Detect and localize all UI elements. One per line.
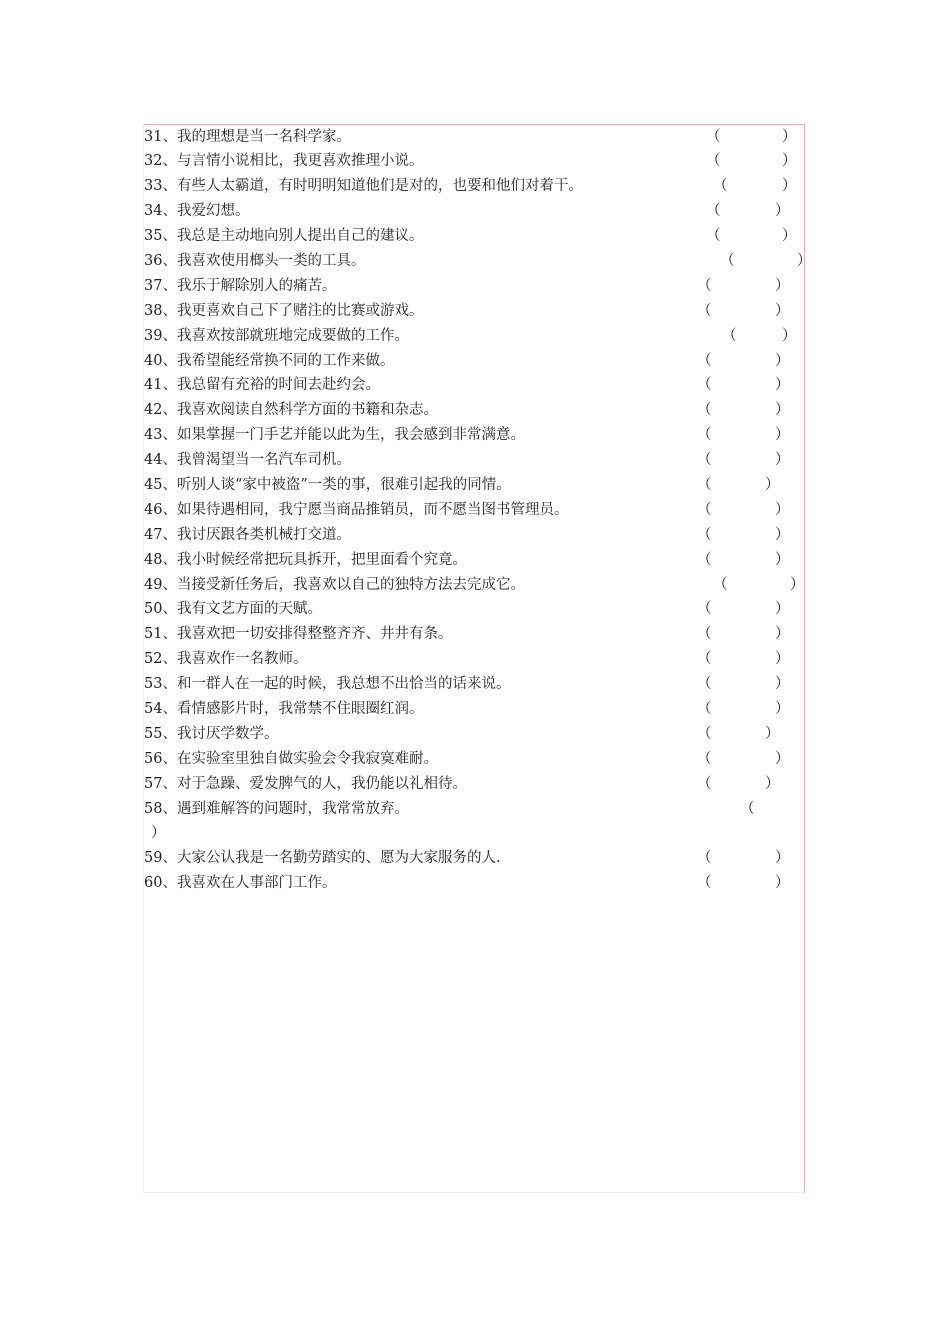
answer-open-paren[interactable]: （ bbox=[697, 850, 712, 866]
answer-open-paren[interactable]: （ bbox=[706, 228, 721, 244]
question-text: 53、和一群人在一起的时候，我总想不出恰当的话来说。 bbox=[144, 676, 511, 692]
answer-close-paren[interactable]: ） bbox=[775, 850, 790, 866]
answer-open-paren[interactable]: （ bbox=[697, 303, 712, 319]
answer-open-paren[interactable]: （ bbox=[697, 552, 712, 568]
answer-close-paren[interactable]: ） bbox=[782, 129, 797, 145]
answer-open-paren[interactable]: （ bbox=[706, 203, 721, 219]
answer-close-paren[interactable]: ） bbox=[775, 402, 790, 418]
question-text: 38、我更喜欢自己下了赌注的比赛或游戏。 bbox=[144, 303, 424, 319]
question-text: 56、在实验室里独自做实验会令我寂寞难耐。 bbox=[144, 751, 438, 767]
answer-close-paren[interactable]: ） bbox=[782, 178, 797, 194]
answer-open-paren[interactable]: （ bbox=[697, 626, 712, 642]
answer-close-paren[interactable]: ） bbox=[775, 651, 790, 667]
question-text: 33、有些人太霸道，有时明明知道他们是对的，也要和他们对着干。 bbox=[144, 178, 583, 194]
answer-close-paren[interactable]: ） bbox=[775, 203, 790, 219]
answer-open-paren[interactable]: （ bbox=[697, 353, 712, 369]
answer-close-paren[interactable]: ） bbox=[775, 701, 790, 717]
answer-close-paren[interactable]: ） bbox=[775, 377, 790, 393]
answer-open-paren[interactable]: （ bbox=[722, 328, 737, 344]
answer-close-paren[interactable]: ） bbox=[765, 477, 780, 493]
answer-close-paren[interactable]: ） bbox=[775, 751, 790, 767]
answer-open-paren[interactable]: （ bbox=[713, 577, 728, 593]
question-text: 47、我讨厌跟各类机械打交道。 bbox=[144, 527, 351, 543]
answer-close-paren[interactable]: ） bbox=[775, 427, 790, 443]
question-text: 40、我希望能经常换不同的工作来做。 bbox=[144, 353, 395, 369]
answer-close-paren[interactable]: ） bbox=[797, 253, 812, 269]
answer-close-paren[interactable]: ） bbox=[775, 278, 790, 294]
answer-open-paren[interactable]: （ bbox=[740, 801, 755, 817]
answer-open-paren[interactable]: （ bbox=[706, 129, 721, 145]
question-text: 54、看情感影片时，我常禁不住眼圈红润。 bbox=[144, 701, 424, 717]
answer-open-paren[interactable]: （ bbox=[697, 875, 712, 891]
answer-open-paren[interactable]: （ bbox=[697, 726, 712, 742]
answer-close-paren[interactable]: ） bbox=[775, 353, 790, 369]
question-text: 48、我小时候经常把玩具拆开，把里面看个究竟。 bbox=[144, 552, 467, 568]
answer-open-paren[interactable]: （ bbox=[713, 178, 728, 194]
answer-close-paren[interactable]: ） bbox=[775, 875, 790, 891]
question-text: 45、听别人谈“家中被盗”一类的事，很难引起我的同情。 bbox=[144, 477, 511, 493]
question-text: 43、如果掌握一门手艺并能以此为生，我会感到非常满意。 bbox=[144, 427, 525, 443]
answer-open-paren[interactable]: （ bbox=[697, 651, 712, 667]
answer-open-paren[interactable]: （ bbox=[697, 701, 712, 717]
question-text: 44、我曾渴望当一名汽车司机。 bbox=[144, 452, 351, 468]
answer-open-paren[interactable]: （ bbox=[697, 502, 712, 518]
answer-close-paren[interactable]: ） bbox=[775, 676, 790, 692]
question-text: 60、我喜欢在人事部门工作。 bbox=[144, 875, 337, 891]
question-text: 57、对于急躁、爱发脾气的人，我仍能以礼相待。 bbox=[144, 776, 467, 792]
answer-close-paren[interactable]: ） bbox=[775, 452, 790, 468]
answer-open-paren[interactable]: （ bbox=[697, 676, 712, 692]
question-text: 52、我喜欢作一名教师。 bbox=[144, 651, 308, 667]
question-text: 37、我乐于解除别人的痛苦。 bbox=[144, 278, 337, 294]
question-text: 35、我总是主动地向别人提出自己的建议。 bbox=[144, 228, 424, 244]
answer-close-paren[interactable]: ） bbox=[790, 577, 805, 593]
answer-close-paren[interactable]: ） bbox=[765, 776, 780, 792]
question-text: 42、我喜欢阅读自然科学方面的书籍和杂志。 bbox=[144, 402, 438, 418]
answer-open-paren[interactable]: （ bbox=[697, 477, 712, 493]
question-text: 55、我讨厌学数学。 bbox=[144, 726, 279, 742]
answer-close-paren[interactable]: ） bbox=[765, 726, 780, 742]
answer-open-paren[interactable]: （ bbox=[697, 452, 712, 468]
question-text: 36、我喜欢使用榔头一类的工具。 bbox=[144, 253, 366, 269]
question-text: 39、我喜欢按部就班地完成要做的工作。 bbox=[144, 328, 409, 344]
question-text: 49、当接受新任务后，我喜欢以自己的独特方法去完成它。 bbox=[144, 577, 525, 593]
answer-close-paren[interactable]: ） bbox=[775, 303, 790, 319]
answer-close-paren[interactable]: ） bbox=[782, 153, 797, 169]
question-text: 34、我爱幻想。 bbox=[144, 203, 250, 219]
answer-close-paren[interactable]: ） bbox=[775, 626, 790, 642]
answer-close-paren[interactable]: ） bbox=[782, 228, 797, 244]
question-text: 32、与言情小说相比，我更喜欢推理小说。 bbox=[144, 153, 424, 169]
answer-open-paren[interactable]: （ bbox=[720, 253, 735, 269]
answer-open-paren[interactable]: （ bbox=[697, 601, 712, 617]
answer-open-paren[interactable]: （ bbox=[697, 427, 712, 443]
answer-close-paren[interactable]: ） bbox=[775, 552, 790, 568]
answer-open-paren[interactable]: （ bbox=[697, 402, 712, 418]
answer-close-paren[interactable]: ） bbox=[775, 502, 790, 518]
answer-open-paren[interactable]: （ bbox=[706, 153, 721, 169]
answer-open-paren[interactable]: （ bbox=[697, 751, 712, 767]
question-text: 31、我的理想是当一名科学家。 bbox=[144, 129, 351, 145]
question-text: 51、我喜欢把一切安排得整整齐齐、井井有条。 bbox=[144, 626, 453, 642]
answer-close-paren[interactable]: ） bbox=[151, 825, 166, 841]
question-text: 50、我有文艺方面的天赋。 bbox=[144, 601, 322, 617]
answer-close-paren[interactable]: ） bbox=[782, 328, 797, 344]
question-text: 59、大家公认我是一名勤劳踏实的、愿为大家服务的人. bbox=[144, 850, 501, 866]
answer-open-paren[interactable]: （ bbox=[697, 527, 712, 543]
answer-open-paren[interactable]: （ bbox=[697, 776, 712, 792]
answer-open-paren[interactable]: （ bbox=[697, 377, 712, 393]
question-text: 41、我总留有充裕的时间去赴约会。 bbox=[144, 377, 380, 393]
question-text: 46、如果待遇相同，我宁愿当商品推销员，而不愿当图书管理员。 bbox=[144, 502, 569, 518]
question-text: 58、遇到难解答的问题时，我常常放弃。 bbox=[144, 801, 409, 817]
answer-close-paren[interactable]: ） bbox=[775, 601, 790, 617]
answer-close-paren[interactable]: ） bbox=[775, 527, 790, 543]
answer-open-paren[interactable]: （ bbox=[697, 278, 712, 294]
